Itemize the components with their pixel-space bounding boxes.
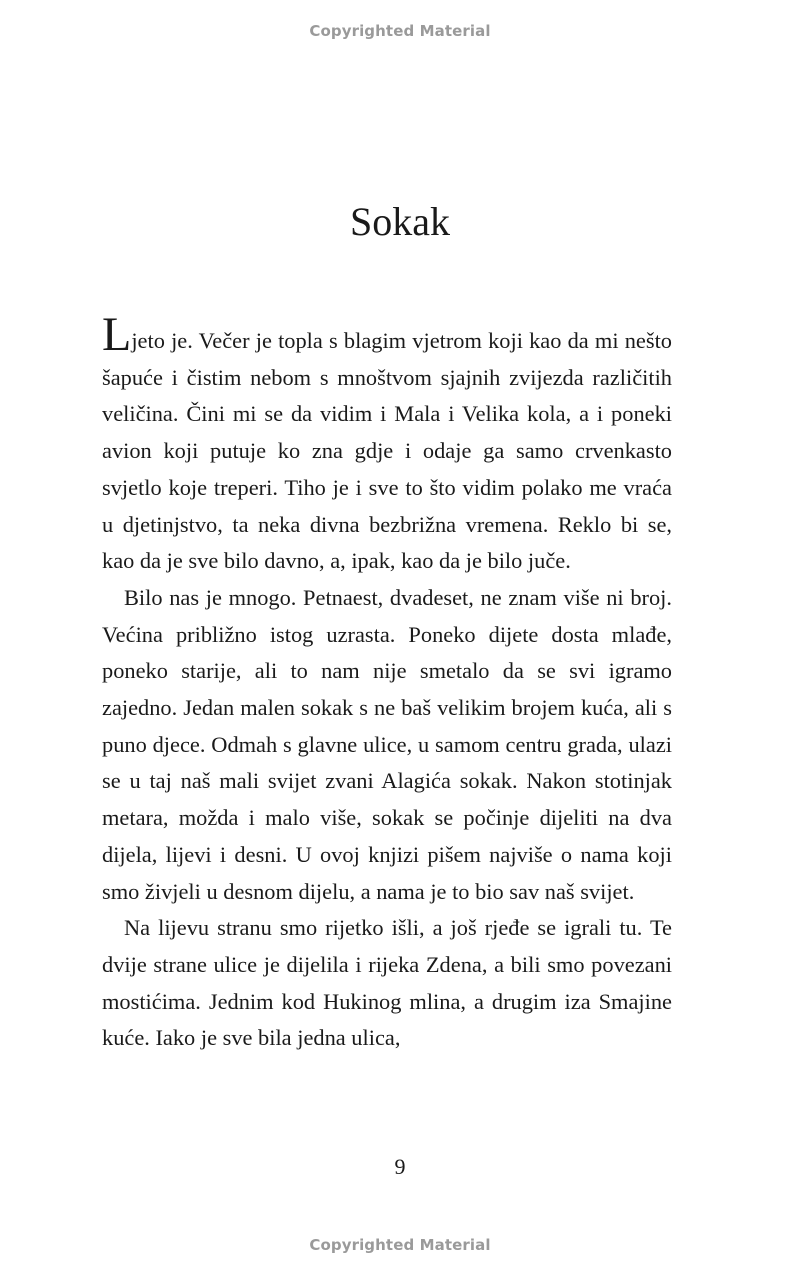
copyright-watermark-bottom: Copyrighted Material [309, 1236, 491, 1254]
paragraph-3: Na lijevu stranu smo rijetko išli, a još rjeđe se igrali tu. Te dvije strane ulice je dijelila i rijeka Zdena, a bili smo povezani mostićima. Jednim kod Hukinog mlina, a drugim iza Smajine kuće. Iako je sve bila jedna ulica, [102, 915, 672, 1051]
paragraph-2: Bilo nas je mnogo. Petnaest, dvadeset, ne znam više ni broj. Većina približno istog uzrasta. Poneko dijete dosta mlađe, poneko starije, ali to nam nije smetalo da se svi igramo zajedno. Jedan malen sokak s ne baš velikim brojem kuća, ali s puno djece. Odmah s glavne ulice, u samom centru grada, ulazi se u taj naš mali svijet zvani Alagića sokak. Nakon stotinjak metara, možda i malo više, sokak se počinje dijeliti na dva dijela, lijevi i desni. U ovoj knjizi pišem najviše o nama koji smo živjeli u desnom dijelu, a nama je to bio sav naš svijet. [102, 584, 672, 904]
paragraph-1 [102, 308, 672, 580]
paragraph-1-text: jeto je. Večer je topla s blagim vjetrom koji kao da mi nešto šapuće i čistim nebom s mnoštvom sjajnih zvijezda različitih veličina. Čini mi se da vidim i Mala i Velika kola, a i poneki avion koji putuje ko zna gdje i odaje ga samo crvenkasto svjetlo koje treperi. Tiho je i sve to što vidim polako me vraća u djetinjstvo, ta neka divna bezbrižna vremena. Reklo bi se, kao da je sve bilo davno, a, ipak, kao da je bilo juče. [102, 328, 672, 574]
page-number: 9 [394, 1154, 406, 1179]
copyright-watermark-top: Copyrighted Material [309, 22, 491, 40]
chapter-title: Sokak [350, 199, 450, 244]
body-text [102, 308, 672, 1057]
drop-cap: L [102, 308, 132, 361]
